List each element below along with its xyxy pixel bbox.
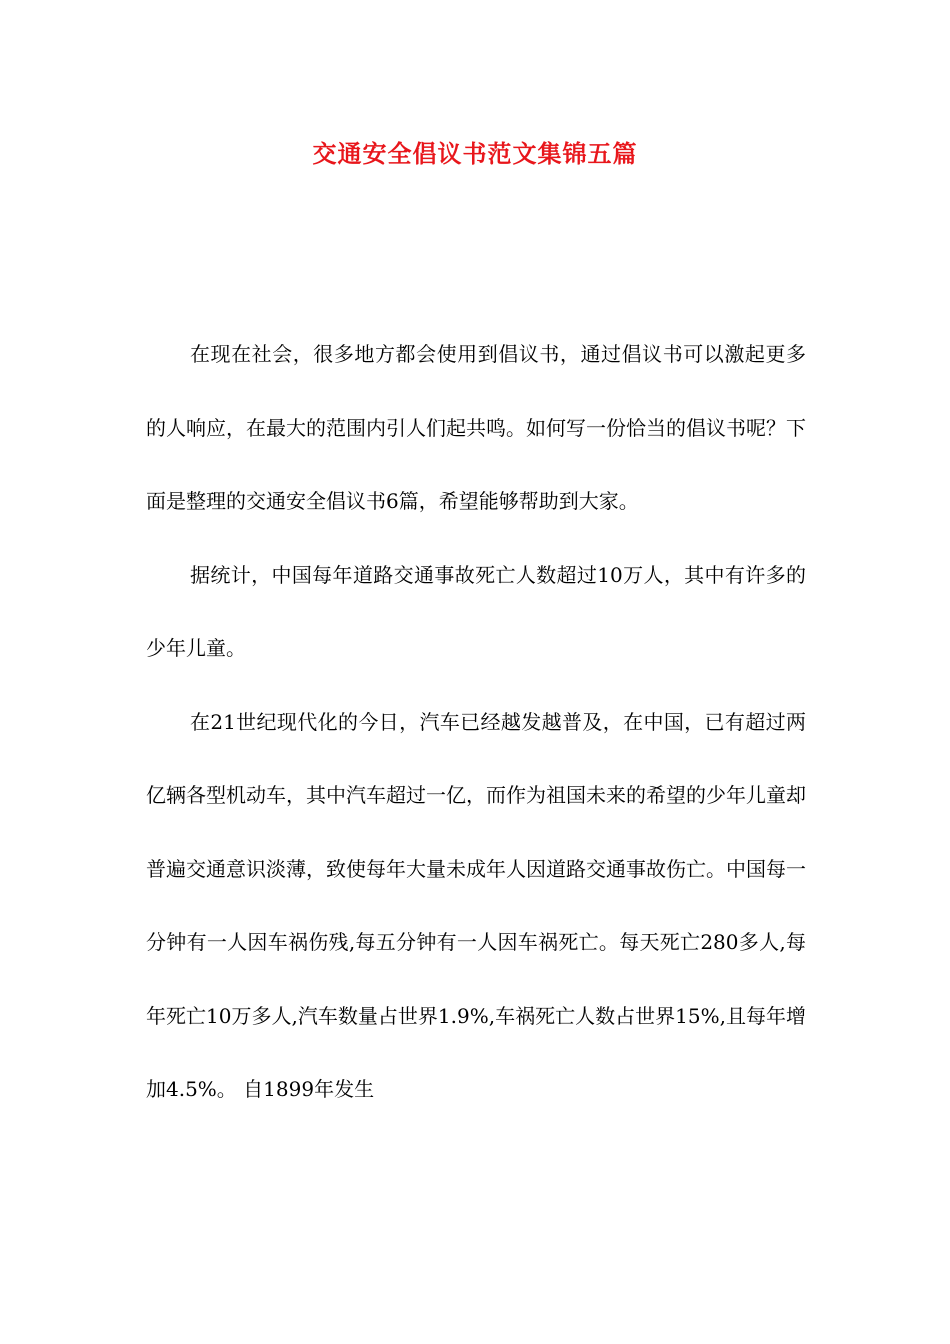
paragraph-details: 在21世纪现代化的今日，汽车已经越发越普及，在中国，已有超过两亿辆各型机动车，其中汽车超过一亿，而作为祖国未来的希望的少年儿童却普遍交通意识淡薄，致使每年大量未成年人因道路交通事故伤亡。中国每一分钟有一人因车祸伤残,每五分钟有一人因车祸死亡。每天死亡280多人,每年死亡10万多人,汽车数量占世界1.9%,车祸死亡人数占世界15%,且每年增加4.5%。 自1899年发生 (146, 709, 806, 1101)
paragraph-statistics: 据统计，中国每年道路交通事故死亡人数超过10万人，其中有许多的少年儿童。 (146, 562, 806, 660)
document-title: 交通安全倡议书范文集锦五篇 (312, 139, 638, 168)
paragraph-intro: 在现在社会，很多地方都会使用到倡议书，通过倡议书可以激起更多的人响应，在最大的范围内引人们起共鸣。如何写一份恰当的倡议书呢？下面是整理的交通安全倡议书6篇，希望能够帮助到大家。 (146, 342, 806, 513)
document-body (146, 318, 806, 1127)
